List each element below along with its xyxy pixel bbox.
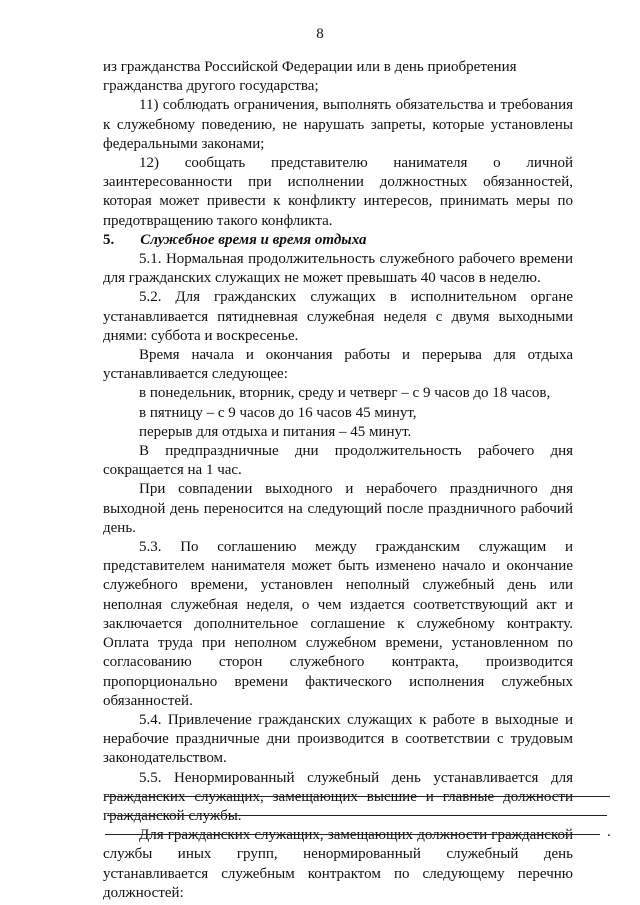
document-body xyxy=(103,58,573,903)
paragraph-5-1: 5.1. Нормальная продолжительность служебного рабочего времени для гражданских служащих не может превышать 40 часов в неделю. xyxy=(103,251,573,287)
paragraph-5-2: 5.2. Для гражданских служащих в исполнительном органе устанавливается пятидневная служебная неделя с двумя выходными днями: суббота и воскресенье. xyxy=(103,289,573,344)
trailing-period: . xyxy=(607,824,611,840)
paragraph-5-3: 5.3. По соглашению между гражданским служащим и представителем нанимателя может быть изменено начало и окончание служебного времени, установлен неполный служебный день или неполная служебная неделя, о чем издается соответствующий акт и заключается дополнительное соглашение к служебному контракту. Оплата труда при неполном служебном времени, установленном по согласованию сторон служебного контракта, производится пропорционально времени фактического исполнения служебных обязанностей. xyxy=(103,539,573,709)
section-title: Служебное время и время отдыха xyxy=(140,231,367,248)
paragraph-item-12: 12) сообщать представителю нанимателя о личной заинтересованности при исполнении должностных обязанностей, которая может привести к конфликту интересов, принимать меры по предотвращению такого конфликта. xyxy=(103,155,573,229)
section-number: 5. xyxy=(103,231,115,248)
paragraph-preholiday: В предпраздничные дни продолжительность рабочего дня сокращается на 1 час. xyxy=(103,443,573,479)
paragraph-5-4: 5.4. Привлечение гражданских служащих к работе в выходные и нерабочие праздничные дни производится в соответствии с трудовым законодательством. xyxy=(103,711,573,767)
paragraph-holiday-transfer: При совпадении выходного и нерабочего праздничного дня выходной день переносится на следующий после праздничного рабочий день. xyxy=(103,481,573,536)
blank-lines xyxy=(105,796,610,853)
paragraph-work-time: Время начала и окончания работы и перерыва для отдыха устанавливается следующее: xyxy=(103,347,573,383)
section-heading xyxy=(103,231,573,250)
paragraph-continuation: из гражданства Российской Федерации или в день приобретения гражданства другого государства; xyxy=(103,59,517,95)
blank-line xyxy=(105,834,600,835)
schedule-friday: в пятницу – с 9 часов до 16 часов 45 минут, xyxy=(139,404,417,421)
blank-line xyxy=(107,815,607,816)
paragraph-other-groups: Для гражданских служащих, замещающих должности гражданской службы иных групп, ненормированный служебный день устанавливается служебным контрактом по следующему перечню должностей: xyxy=(103,827,573,901)
schedule-break: перерыв для отдыха и питания – 45 минут. xyxy=(139,423,412,440)
paragraph-item-11: 11) соблюдать ограничения, выполнять обязательства и требования к служебному поведению, не нарушать запреты, которые установлены федеральными законами; xyxy=(103,97,573,152)
page-number: 8 xyxy=(316,26,324,42)
blank-line xyxy=(105,796,610,797)
schedule-mon-thu: в понедельник, вторник, среду и четверг – с 9 часов до 18 часов, xyxy=(139,385,551,402)
paragraph-5-5: 5.5. Ненормированный служебный день устанавливается для гражданских служащих, замещающих высшие и главные должности гражданской службы. xyxy=(103,769,573,824)
